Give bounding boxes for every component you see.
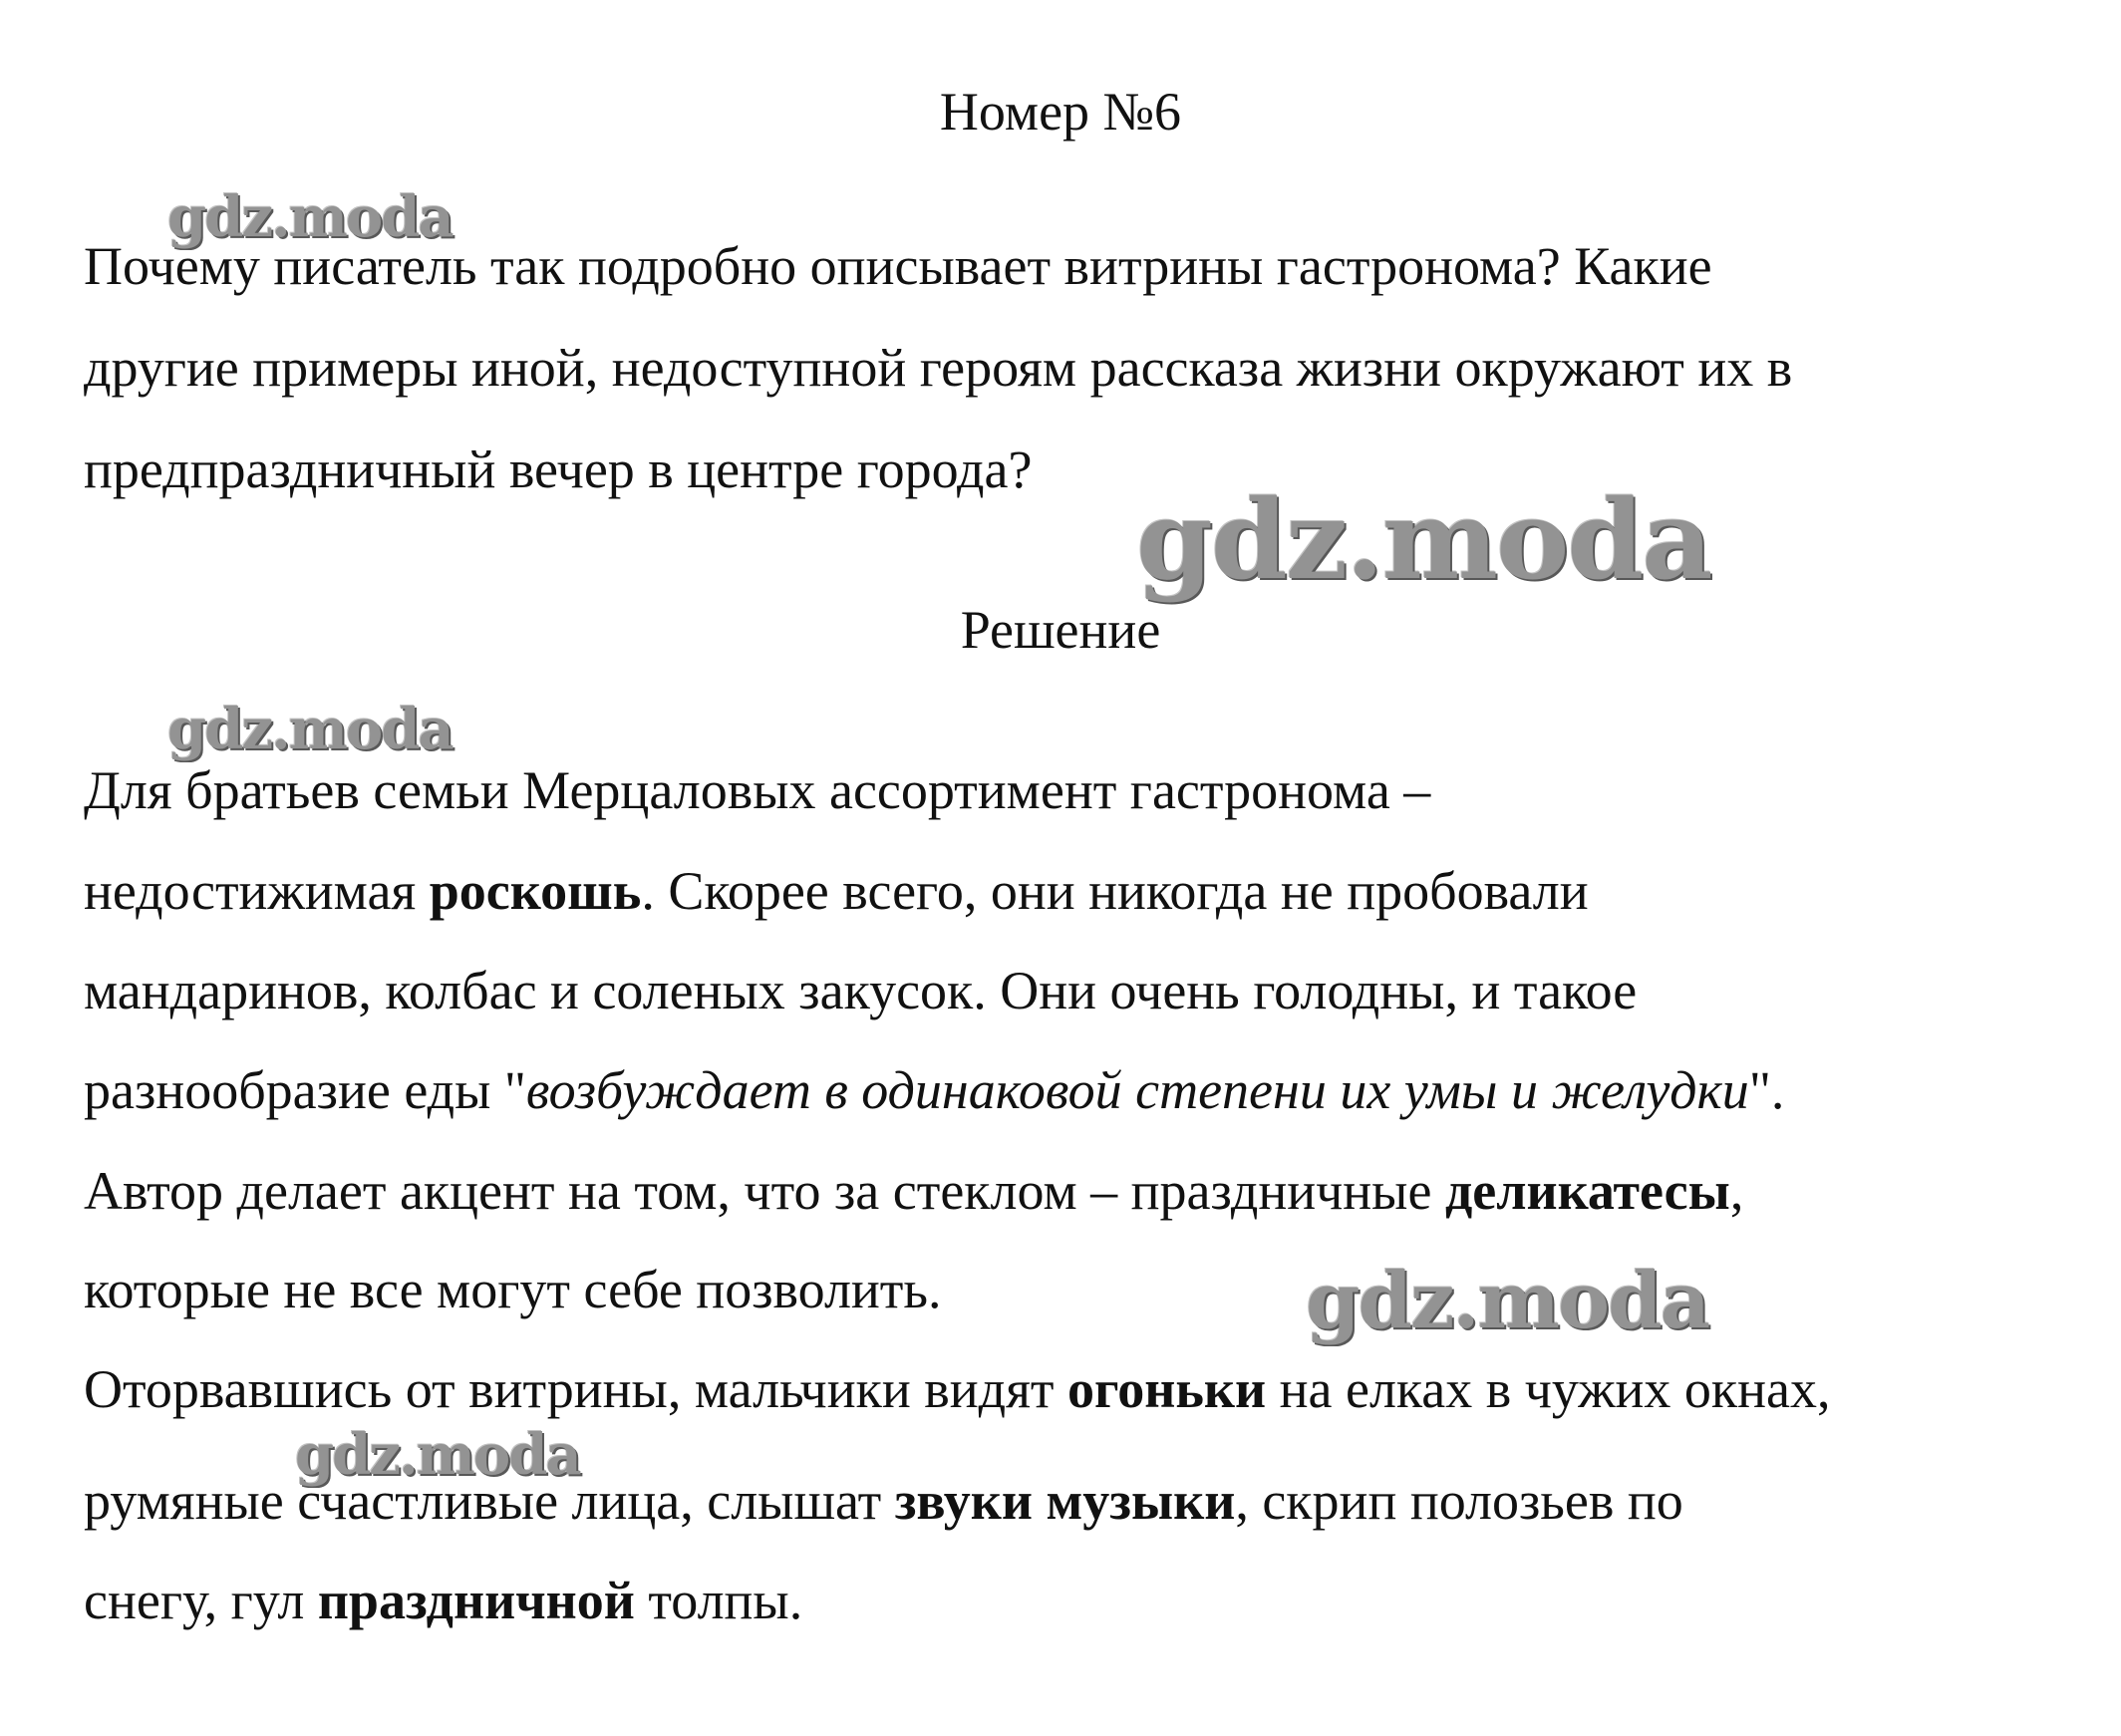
question-line-2: другие примеры иной, недоступной героям рассказа жизни окружают их в (84, 338, 1793, 398)
answer-text: толпы. (634, 1571, 803, 1630)
question-line-3: предпраздничный вечер в центре города? (84, 439, 1033, 499)
page-title: Номер №6 (939, 82, 1182, 142)
answer-text: . Скорее всего, они никогда не пробовали (641, 861, 1589, 921)
watermark-logo: gdz.moda (1306, 1256, 1709, 1346)
bold-term: огоньки (1067, 1359, 1267, 1419)
bold-term: звуки музыки (894, 1471, 1236, 1531)
bold-term: роскошь (429, 861, 642, 921)
answer-line-8 (84, 1471, 1683, 1531)
italic-quote: возбуждает в одинаковой степени их умы и желудки (525, 1060, 1749, 1120)
answer-text: , (1729, 1161, 1744, 1221)
watermark-logo: gdz.moda (167, 184, 453, 250)
answer-line-2 (84, 861, 1589, 921)
answer-text: румяные счастливые лица, слышат (84, 1471, 895, 1531)
answer-text: на елках в чужих окнах, (1266, 1359, 1831, 1419)
watermark-logo: gdz.moda (1136, 475, 1711, 604)
answer-line-4 (84, 1060, 1784, 1120)
answer-line-5 (84, 1161, 1743, 1221)
watermark-logo: gdz.moda (167, 697, 453, 762)
answer-text: разнообразие еды " (84, 1060, 526, 1120)
answer-line-7 (84, 1359, 1831, 1419)
answer-text: Оторвавшись от витрины, мальчики видят (84, 1359, 1068, 1419)
answer-line-9 (84, 1571, 802, 1630)
answer-text: , скрип полозьев по (1235, 1471, 1683, 1531)
bold-term: праздничной (317, 1571, 635, 1630)
solution-heading: Решение (960, 600, 1161, 660)
answer-text: ". (1748, 1060, 1785, 1120)
watermark-logo: gdz.moda (295, 1422, 580, 1488)
answer-line-1: Для братьев семьи Мерцаловых ассортимент гастронома – (84, 760, 1431, 820)
answer-text: недостижимая (84, 861, 430, 921)
answer-line-3: мандаринов, колбас и соленых закусок. Они очень голодны, и такое (84, 961, 1638, 1020)
answer-line-6: которые не все могут себе позволить. (84, 1260, 942, 1319)
answer-text: снегу, гул (84, 1571, 318, 1630)
question-line-1: Почему писатель так подробно описывает витрины гастронома? Какие (84, 236, 1712, 296)
answer-text: Автор делает акцент на том, что за стеклом – праздничные (84, 1161, 1445, 1221)
bold-term: деликатесы (1444, 1161, 1730, 1221)
